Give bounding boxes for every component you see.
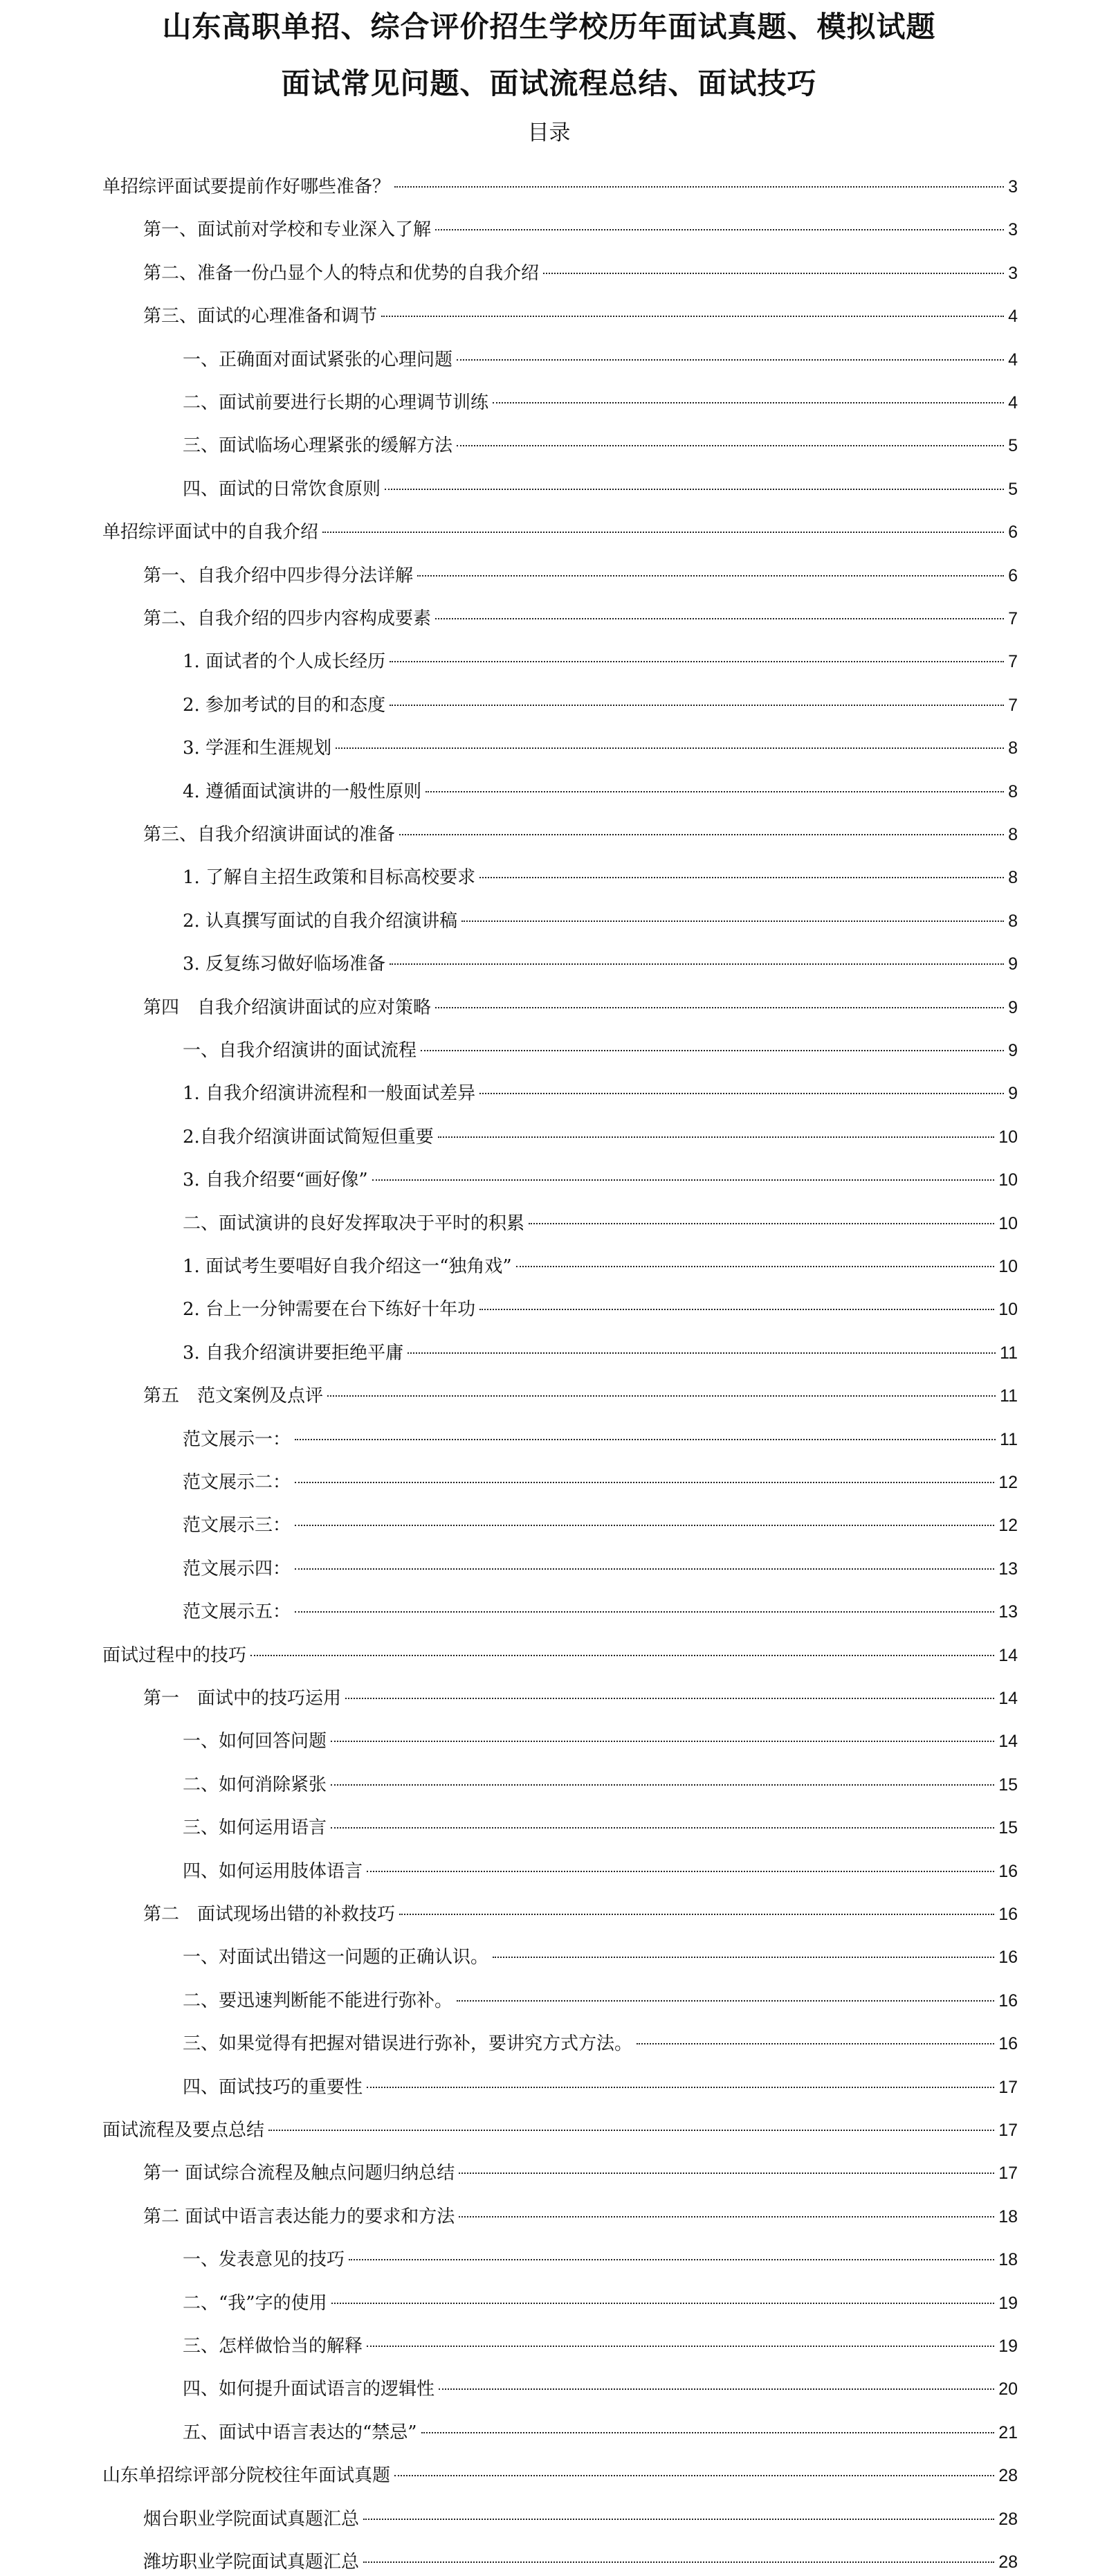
toc-page-number: 28 — [998, 2552, 1018, 2572]
toc-page-number: 28 — [998, 2510, 1018, 2529]
toc-entry-title: 二、要迅速判断能不能进行弥补。 — [183, 1990, 453, 2011]
toc-entry[interactable] — [183, 1037, 1018, 1064]
toc-entry-title: 三、怎样做恰当的解释 — [183, 2336, 363, 2357]
toc-entry-title: 四、面试的日常饮食原则 — [183, 479, 381, 500]
toc-dot-leader — [421, 2432, 995, 2433]
toc-entry[interactable] — [183, 648, 1018, 675]
toc-dot-leader — [295, 1611, 994, 1613]
toc-entry-title: 第四 自我介绍演讲面试的应对策略 — [143, 997, 432, 1018]
toc-entry[interactable] — [183, 1987, 1018, 2015]
toc-page-number: 13 — [998, 1602, 1018, 1622]
toc-entry-title: 五、面试中语言表达的“禁忌” — [183, 2422, 417, 2443]
toc-page-number: 16 — [998, 1948, 1018, 1967]
toc-page-number: 28 — [998, 2466, 1018, 2485]
toc-entry[interactable] — [183, 1166, 1018, 1194]
toc-entry[interactable] — [183, 1296, 1018, 1323]
toc-dot-leader — [516, 1266, 995, 1267]
toc-entry[interactable] — [183, 2246, 1018, 2274]
toc-page-number: 11 — [1000, 1386, 1018, 1406]
toc-entry[interactable] — [143, 260, 1018, 287]
toc-page-number: 6 — [1008, 523, 1018, 542]
toc-entry[interactable] — [143, 2548, 1018, 2576]
toc-entry[interactable] — [183, 2030, 1018, 2058]
toc-dot-leader — [336, 747, 1004, 749]
toc-page-number: 14 — [998, 1646, 1018, 1665]
toc-page-number: 11 — [1000, 1430, 1018, 1449]
toc-entry[interactable] — [183, 1814, 1018, 1842]
toc-entry[interactable] — [183, 950, 1018, 978]
toc-page-number: 4 — [1008, 393, 1018, 412]
toc-entry[interactable] — [183, 1426, 1018, 1453]
toc-page-number: 7 — [1008, 652, 1018, 671]
toc-entry-title: 3. 反复练习做好临场准备 — [183, 954, 386, 974]
toc-dot-leader — [385, 489, 1004, 490]
toc-page-number: 9 — [1008, 1084, 1018, 1103]
toc-page-number: 12 — [998, 1516, 1018, 1535]
toc-dot-leader — [408, 1352, 996, 1354]
toc-entry-title: 第三、自我介绍演讲面试的准备 — [143, 824, 396, 845]
toc-dot-leader — [457, 445, 1004, 446]
toc-dot-leader — [367, 2346, 994, 2347]
toc-entry[interactable] — [143, 302, 1018, 330]
toc-entry-title: 面试过程中的技巧 — [102, 1645, 247, 1666]
toc-entry[interactable] — [183, 734, 1018, 762]
toc-entry-title: 一、正确面对面试紧张的心理问题 — [183, 350, 453, 370]
toc-dot-leader — [438, 1136, 994, 1138]
toc-page-number: 16 — [998, 1862, 1018, 1881]
toc-entry-title: 1. 了解自主招生政策和目标高校要求 — [183, 867, 476, 888]
toc-entry-title: 潍坊职业学院面试真题汇总 — [143, 2552, 360, 2573]
toc-entry-title: 第五 范文案例及点评 — [143, 1386, 324, 1406]
toc-entry-title: 范文展示一： — [183, 1429, 291, 1450]
toc-entry-title: 第二 面试中语言表达能力的要求和方法 — [143, 2206, 455, 2227]
toc-entry[interactable] — [183, 691, 1018, 719]
toc-dot-leader — [367, 2087, 994, 2088]
toc-entry-title: 范文展示二： — [183, 1472, 291, 1493]
toc-entry[interactable] — [183, 1727, 1018, 1755]
toc-dot-leader — [394, 2475, 994, 2476]
toc-page-number: 14 — [998, 1732, 1018, 1751]
toc-entry-title: 第三、面试的心理准备和调节 — [143, 306, 378, 327]
toc-entry[interactable] — [183, 1339, 1018, 1367]
toc-entry[interactable] — [183, 1210, 1018, 1237]
toc-page-number: 8 — [1008, 825, 1018, 844]
toc-dot-leader — [363, 2561, 994, 2563]
toc-page-number: 8 — [1008, 738, 1018, 758]
toc-dot-leader — [457, 2000, 994, 2002]
toc-dot-leader — [529, 1223, 994, 1224]
toc-dot-leader — [459, 2173, 994, 2174]
toc-entry[interactable] — [183, 389, 1018, 417]
toc-entry-title: 烟台职业学院面试真题汇总 — [143, 2509, 360, 2530]
toc-page-number: 5 — [1008, 480, 1018, 499]
toc-page-number: 10 — [998, 1127, 1018, 1147]
toc-dot-leader — [637, 2043, 994, 2044]
toc-entry-title: 3. 学涯和生涯规划 — [183, 738, 332, 759]
toc-entry[interactable] — [183, 1598, 1018, 1626]
toc-page-number: 11 — [1000, 1343, 1018, 1363]
toc-entry-title: 二、面试前要进行长期的心理调节训练 — [183, 392, 489, 413]
toc-entry-title: 第一、自我介绍中四步得分法详解 — [143, 565, 414, 586]
document-title-line1: 山东高职单招、综合评价招生学校历年面试真题、模拟试题 — [162, 10, 936, 44]
toc-entry[interactable] — [183, 1123, 1018, 1151]
toc-entry[interactable] — [183, 1512, 1018, 1539]
toc-entry[interactable] — [102, 1642, 1018, 1669]
toc-entry[interactable] — [183, 1080, 1018, 1107]
toc-page-number: 16 — [998, 1991, 1018, 2011]
toc-page-number: 9 — [1008, 1041, 1018, 1060]
toc-entry[interactable] — [183, 1253, 1018, 1280]
toc-dot-leader — [322, 532, 1004, 533]
toc-entry-title: 第二、自我介绍的四步内容构成要素 — [143, 608, 432, 629]
toc-dot-leader — [295, 1568, 994, 1570]
toc-dot-leader — [399, 834, 1004, 835]
toc-dot-leader — [390, 661, 1004, 662]
toc-page-number: 14 — [998, 1689, 1018, 1708]
toc-dot-leader — [295, 1482, 994, 1483]
toc-entry-title: 三、如果觉得有把握对错误进行弥补，要讲究方式方法。 — [183, 2033, 633, 2054]
toc-entry-title: 三、面试临场心理紧张的缓解方法 — [183, 435, 453, 456]
toc-page-number: 3 — [1008, 264, 1018, 283]
toc-dot-leader — [479, 877, 1004, 878]
toc-entry-title: 范文展示四： — [183, 1559, 291, 1579]
toc-page-number: 19 — [998, 2294, 1018, 2313]
toc-dot-leader — [367, 1871, 994, 1872]
toc-dot-leader — [390, 705, 1004, 706]
toc-dot-leader — [394, 186, 1004, 188]
toc-dot-leader — [349, 2259, 994, 2260]
toc-page-number: 17 — [998, 2078, 1018, 2097]
toc-dot-leader — [345, 1698, 994, 1699]
toc-page-number: 8 — [1008, 782, 1018, 801]
toc-entry[interactable] — [143, 2159, 1018, 2187]
toc-dot-leader — [381, 316, 1004, 317]
toc-entry[interactable] — [183, 1469, 1018, 1496]
toc-entry-title: 2. 台上一分钟需要在台下练好十年功 — [183, 1299, 476, 1320]
toc-entry-title: 2. 认真撰写面试的自我介绍演讲稿 — [183, 911, 458, 932]
toc-dot-leader — [390, 963, 1004, 965]
toc-entry[interactable] — [102, 518, 1018, 546]
toc-entry[interactable] — [143, 216, 1018, 244]
toc-dot-leader — [457, 359, 1004, 361]
toc-dot-leader — [493, 402, 1004, 403]
toc-entry-title: 一、发表意见的技巧 — [183, 2249, 345, 2270]
toc-dot-leader — [372, 1179, 995, 1181]
toc-dot-leader — [493, 1957, 994, 1958]
toc-dot-leader — [435, 618, 1004, 619]
toc-entry[interactable] — [183, 864, 1018, 891]
toc-dot-leader — [250, 1655, 994, 1656]
toc-entry[interactable] — [102, 173, 1018, 201]
toc-entry-title: 四、如何运用肢体语言 — [183, 1861, 363, 1882]
toc-page-number: 18 — [998, 2207, 1018, 2226]
toc-entry[interactable] — [143, 562, 1018, 590]
toc-entry[interactable] — [143, 1685, 1018, 1712]
toc-dot-leader — [331, 1827, 994, 1829]
toc-dot-leader — [435, 229, 1004, 230]
toc-page-number: 20 — [998, 2379, 1018, 2399]
toc-page-number: 10 — [998, 1214, 1018, 1233]
toc-page-number: 16 — [998, 1905, 1018, 1924]
toc-entry-title: 第二 面试现场出错的补救技巧 — [143, 1904, 396, 1925]
toc-entry[interactable] — [143, 1382, 1018, 1410]
toc-heading: 目录 — [527, 120, 571, 145]
toc-entry-title: 范文展示五： — [183, 1602, 291, 1622]
toc-dot-leader — [295, 1525, 994, 1526]
toc-page-number: 9 — [1008, 954, 1018, 974]
toc-entry-title: 3. 自我介绍要“画好像” — [183, 1170, 368, 1190]
toc-entry-title: 2. 参加考试的目的和态度 — [183, 695, 386, 716]
toc-entry[interactable] — [183, 778, 1018, 806]
toc-entry[interactable] — [183, 2332, 1018, 2360]
toc-dot-leader — [268, 2130, 994, 2131]
toc-dot-leader — [439, 2388, 994, 2390]
toc-dot-leader — [295, 1439, 996, 1440]
toc-page-number: 10 — [998, 1170, 1018, 1190]
toc-page-number: 17 — [998, 2164, 1018, 2183]
toc-entry-title: 1. 面试考生要唱好自我介绍这一“独角戏” — [183, 1256, 512, 1277]
document-title-line2: 面试常见问题、面试流程总结、面试技巧 — [281, 66, 817, 100]
toc-dot-leader — [331, 2303, 995, 2304]
toc-entry-title: 1. 面试者的个人成长经历 — [183, 651, 386, 672]
toc-dot-leader — [459, 2216, 994, 2217]
toc-entry-title: 第一 面试中的技巧运用 — [143, 1688, 342, 1709]
toc-dot-leader — [426, 791, 1004, 792]
toc-page-number: 12 — [998, 1473, 1018, 1492]
toc-entry[interactable] — [183, 432, 1018, 460]
toc-dot-leader — [543, 273, 1004, 274]
toc-page-number: 10 — [998, 1300, 1018, 1319]
toc-page-number: 16 — [998, 2034, 1018, 2053]
toc-dot-leader — [417, 575, 1004, 577]
toc-page-number: 8 — [1008, 911, 1018, 931]
toc-entry[interactable] — [143, 1901, 1018, 1928]
toc-entry-title: 第一 面试综合流程及触点问题归纳总结 — [143, 2163, 455, 2184]
toc-page-number: 3 — [1008, 220, 1018, 239]
toc-entry-title: 一、自我介绍演讲的面试流程 — [183, 1040, 417, 1061]
toc-entry-title: 三、如何运用语言 — [183, 1817, 327, 1838]
toc-dot-leader — [421, 1050, 1004, 1051]
toc-entry-title: 第二、准备一份凸显个人的特点和优势的自我介绍 — [143, 263, 540, 284]
toc-dot-leader — [435, 1007, 1004, 1008]
toc-entry-title: 二、“我”字的使用 — [183, 2293, 327, 2314]
toc-entry[interactable] — [143, 821, 1018, 849]
toc-entry[interactable] — [183, 475, 1018, 503]
toc-dot-leader — [479, 1093, 1004, 1094]
toc-page-number: 15 — [998, 1775, 1018, 1795]
toc-page-number: 8 — [1008, 868, 1018, 887]
toc-entry-title: 四、面试技巧的重要性 — [183, 2077, 363, 2098]
toc-dot-leader — [327, 1395, 996, 1397]
toc-entry-title: 四、如何提升面试语言的逻辑性 — [183, 2379, 435, 2400]
toc-entry[interactable] — [102, 2462, 1018, 2489]
toc-page-number: 4 — [1008, 307, 1018, 326]
toc-page-number: 7 — [1008, 696, 1018, 715]
toc-entry-title: 2.自我介绍演讲面试简短但重要 — [183, 1127, 434, 1148]
toc-entry[interactable] — [102, 2116, 1018, 2144]
toc-entry[interactable] — [183, 346, 1018, 374]
toc-page-number: 5 — [1008, 436, 1018, 455]
toc-entry[interactable] — [183, 2289, 1018, 2317]
toc-page-number: 6 — [1008, 566, 1018, 586]
toc-entry[interactable] — [183, 2419, 1018, 2447]
toc-entry[interactable] — [183, 2375, 1018, 2403]
toc-entry-title: 单招综评面试要提前作好哪些准备？ — [102, 176, 391, 197]
toc-page-number: 21 — [998, 2423, 1018, 2442]
toc-page-number: 19 — [998, 2337, 1018, 2356]
toc-dot-leader — [461, 920, 1004, 922]
toc-page-number: 3 — [1008, 177, 1018, 197]
toc-entry-title: 3. 自我介绍演讲要拒绝平庸 — [183, 1343, 404, 1363]
toc-entry[interactable] — [183, 1771, 1018, 1799]
toc-entry-title: 1. 自我介绍演讲流程和一般面试差异 — [183, 1083, 476, 1104]
toc-entry-title: 第一、面试前对学校和专业深入了解 — [143, 219, 432, 240]
toc-entry-title: 二、面试演讲的良好发挥取决于平时的积累 — [183, 1213, 525, 1234]
toc-page-number: 7 — [1008, 609, 1018, 628]
toc-entry-title: 范文展示三： — [183, 1515, 291, 1536]
toc-entry-title: 4. 遵循面试演讲的一般性原则 — [183, 781, 422, 802]
toc-entry[interactable] — [143, 2505, 1018, 2533]
toc-page-number: 9 — [1008, 998, 1018, 1017]
toc-entry[interactable] — [183, 1555, 1018, 1583]
toc-page-number: 13 — [998, 1559, 1018, 1579]
toc-dot-leader — [331, 1784, 994, 1786]
toc-page-number: 18 — [998, 2250, 1018, 2269]
toc-entry-title: 单招综评面试中的自我介绍 — [102, 522, 319, 543]
toc-entry[interactable] — [183, 907, 1018, 935]
toc-entry-title: 一、如何回答问题 — [183, 1731, 327, 1752]
toc-entry[interactable] — [183, 2074, 1018, 2101]
toc-entry-title: 一、对面试出错这一问题的正确认识。 — [183, 1947, 489, 1968]
toc-page-number: 17 — [998, 2121, 1018, 2140]
document-page — [0, 6, 1098, 2573]
toc-page-number: 15 — [998, 1818, 1018, 1838]
toc-page-number: 4 — [1008, 350, 1018, 370]
toc-entry[interactable] — [143, 605, 1018, 633]
toc-dot-leader — [479, 1309, 994, 1310]
toc-entry[interactable] — [183, 1858, 1018, 1885]
toc-entry-title: 山东单招综评部分院校往年面试真题 — [102, 2465, 391, 2486]
toc-entry-title: 二、如何消除紧张 — [183, 1775, 327, 1795]
toc-dot-leader — [363, 2519, 994, 2520]
toc-page-number: 10 — [998, 1257, 1018, 1276]
toc-dot-leader — [331, 1741, 994, 1742]
toc-entry[interactable] — [183, 1943, 1018, 1971]
toc-entry-title: 面试流程及要点总结 — [102, 2120, 265, 2141]
toc-dot-leader — [399, 1914, 994, 1915]
toc-entry[interactable] — [143, 994, 1018, 1022]
toc-entry[interactable] — [143, 2203, 1018, 2231]
